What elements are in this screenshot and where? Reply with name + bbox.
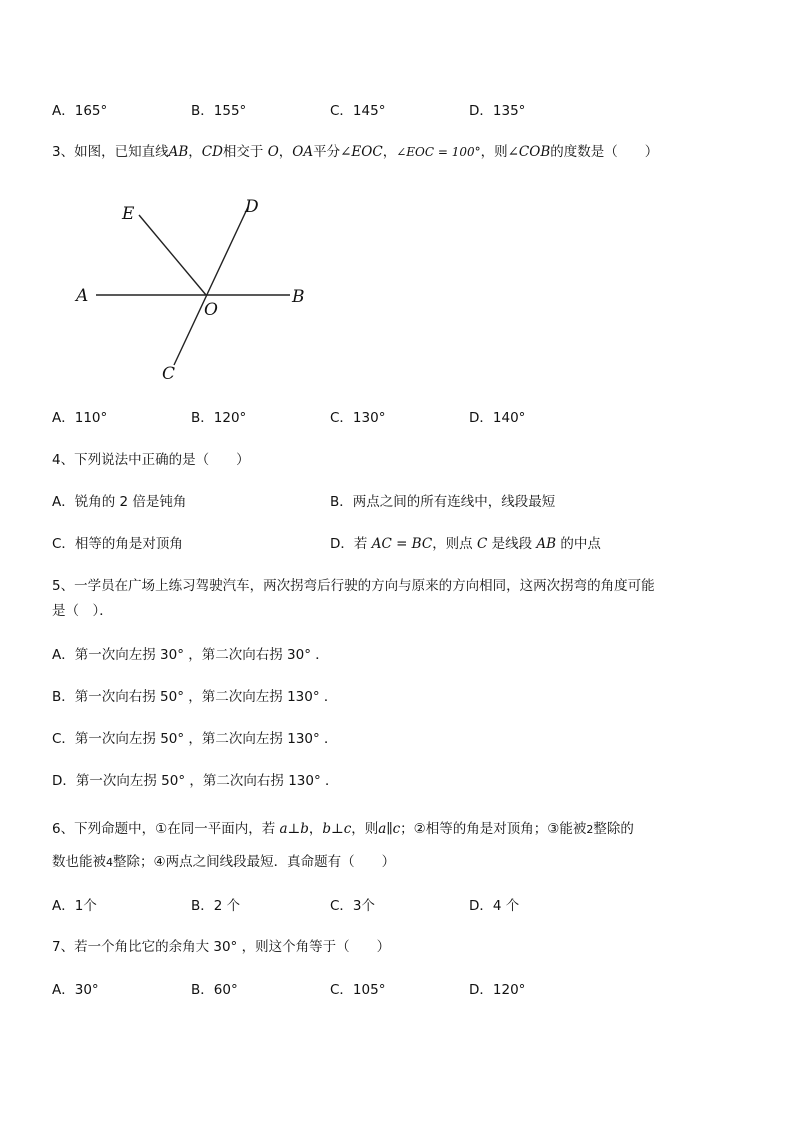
q3-angle-value: ∠EOC = 100° — [396, 145, 481, 159]
q7-option-a: A．30° — [52, 982, 99, 998]
q2-option-a: A．165° — [52, 103, 108, 119]
q4-option-d-text: 的中点 — [560, 536, 601, 552]
q6-stem-line2 — [52, 852, 395, 873]
q6-option-a: A．1个 — [52, 898, 97, 914]
q3-stem-text: ， — [188, 144, 202, 160]
q6-relation-ac: a∥c — [378, 821, 401, 837]
q5-option-a: A．第一次向左拐 30° ，第二次向右拐 30° ． — [52, 647, 329, 663]
q5-stem-line2: 是（ ）． — [52, 603, 113, 619]
q3-stem-text: 平分 — [313, 144, 341, 160]
q3-angle-cob: ∠COB — [507, 144, 551, 160]
q4-option-a: A．锐角的 2 倍是钝角 — [52, 494, 187, 510]
q4-option-d-segment: AB — [536, 536, 557, 552]
q3-angle-eoc: ∠EOC — [340, 144, 383, 160]
q4-option-d-text: ，则点 — [432, 536, 473, 552]
q6-stem-text: ， — [308, 821, 323, 837]
q3-stem-text: ， — [278, 144, 293, 160]
q3-stem-text: ， — [382, 144, 397, 160]
q6-option-c: C．3个 — [330, 898, 376, 914]
q4-option-d-equation: AC = BC — [371, 536, 433, 552]
q4-option-d-point: C — [476, 536, 488, 552]
q4-option-d-text: 是线段 — [491, 536, 533, 552]
q4-stem: 4、下列说法中正确的是（ ） — [52, 452, 250, 468]
q2-option-c: C．145° — [330, 103, 386, 119]
q6-relation-bc: b⊥c — [322, 821, 352, 837]
q4-option-c: C．相等的角是对顶角 — [52, 536, 183, 552]
q3-line-ab: AB — [168, 144, 189, 160]
q6-stem-text: 整除的 — [593, 821, 634, 837]
q3-stem-text: ，则 — [480, 144, 508, 160]
q3-stem-text: 3、如图，已知直线 — [52, 144, 169, 160]
q3-stem-text: 的度数是（ ） — [550, 144, 659, 160]
q6-relation-ab: a⊥b — [279, 821, 309, 837]
q7-option-c: C．105° — [330, 982, 386, 998]
q7-option-d: D．120° — [469, 982, 526, 998]
q6-stem-text: 6、下列命题中，①在同一平面内，若 — [52, 821, 276, 837]
q6-option-d: D．4 个 — [469, 898, 520, 914]
label-e: E — [122, 204, 135, 224]
q3-option-a: A．110° — [52, 410, 108, 426]
line-cd — [174, 207, 248, 365]
q3-option-d: D．140° — [469, 410, 526, 426]
q3-line-cd: CD — [201, 144, 223, 160]
q6-option-b: B．2 个 — [191, 898, 241, 914]
q3-option-b: B．120° — [191, 410, 247, 426]
q4-option-d — [330, 534, 601, 554]
q7-option-b: B．60° — [191, 982, 238, 998]
q5-option-b: B．第一次向右拐 50° ，第二次向左拐 130° ． — [52, 689, 338, 705]
label-b: B — [292, 287, 305, 307]
q2-option-d: D．135° — [469, 103, 526, 119]
q6-stem-text: ；②相等的角是对顶角；③能被 — [400, 821, 587, 837]
q5-option-c: C．第一次向左拐 50° ，第二次向左拐 130° ． — [52, 731, 338, 747]
q3-point-o: O — [267, 144, 279, 160]
label-a: A — [76, 286, 89, 306]
ray-oe — [139, 215, 206, 295]
label-d: D — [245, 197, 259, 217]
q3-stem — [52, 142, 658, 162]
label-c: C — [162, 364, 176, 384]
q6-number-2: 2 — [586, 823, 594, 836]
q5-stem-line1: 5、一学员在广场上练习驾驶汽车，两次拐弯后行驶的方向与原来的方向相同，这两次拐弯的角度可能 — [52, 578, 655, 594]
q6-stem-line1 — [52, 819, 634, 840]
q4-option-d-text: D．若 — [330, 536, 368, 552]
q3-stem-text: 相交于 — [222, 144, 264, 160]
q4-option-b: B．两点之间的所有连线中，线段最短 — [330, 494, 556, 510]
q2-option-b: B．155° — [191, 103, 247, 119]
label-o: O — [204, 300, 218, 320]
q6-stem-text: 数也能被 — [52, 854, 106, 870]
q3-ray-oa: OA — [292, 144, 314, 160]
q7-stem: 7、若一个角比它的余角大 30° ，则这个角等于（ ） — [52, 939, 391, 955]
q3-figure — [70, 185, 330, 385]
q6-stem-text: 整除；④两点之间线段最短．真命题有（ ） — [113, 854, 396, 870]
q5-option-d: D．第一次向左拐 50° ，第二次向右拐 130° ． — [52, 773, 339, 789]
q6-stem-text: ，则 — [351, 821, 379, 837]
q6-number-4: 4 — [106, 856, 113, 869]
q3-option-c: C．130° — [330, 410, 386, 426]
